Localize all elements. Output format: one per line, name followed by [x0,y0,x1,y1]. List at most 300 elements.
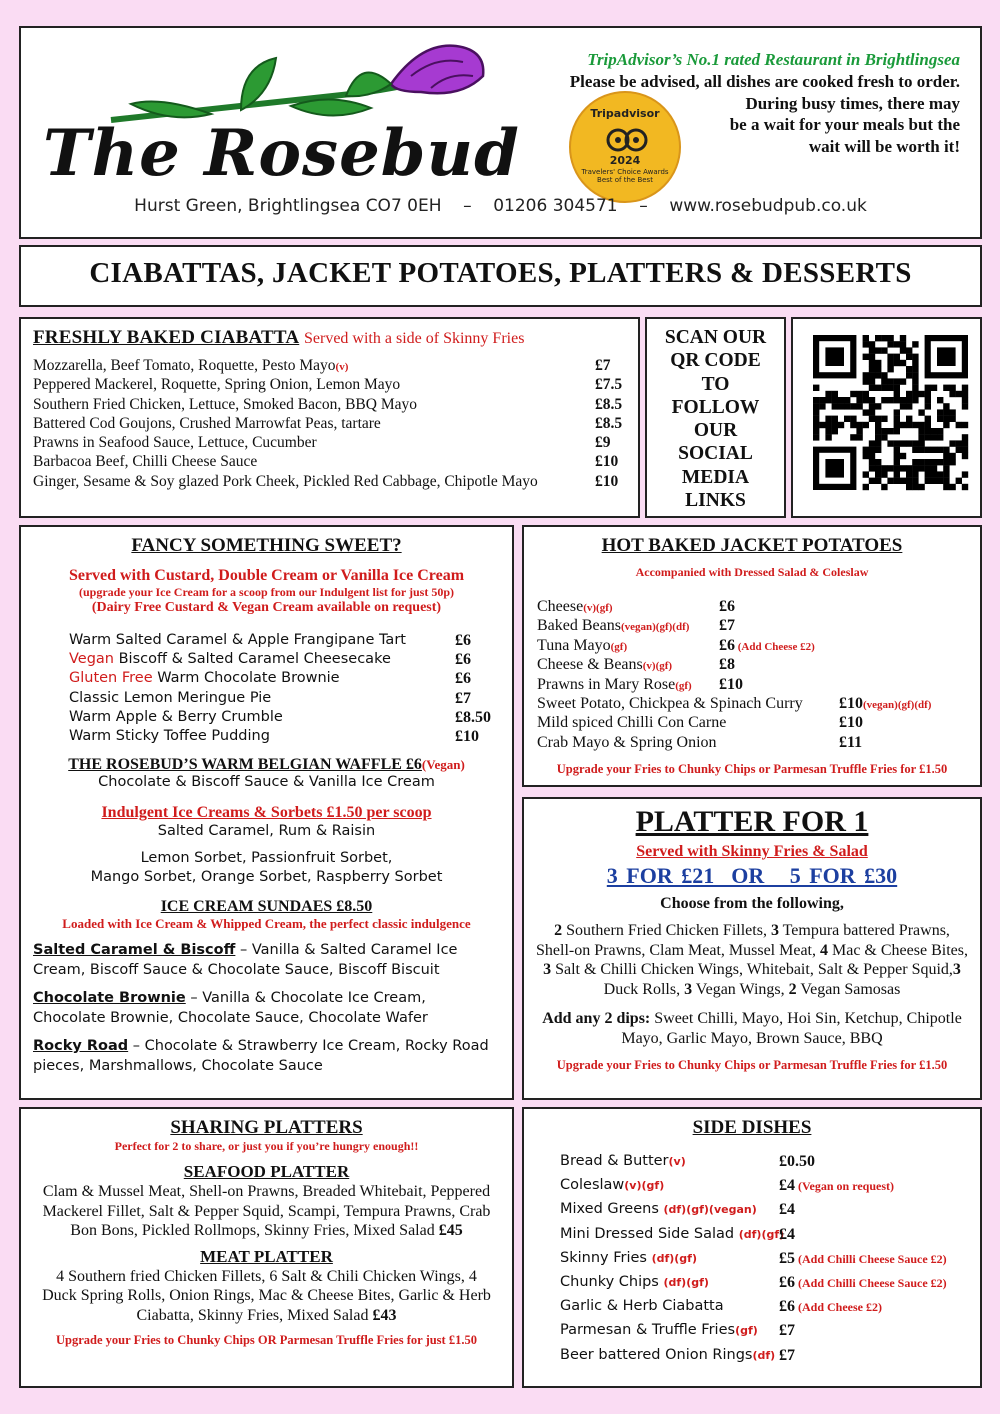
side-price-group [779,1347,795,1365]
qr-module [863,422,869,428]
platter-quantity: 2 [788,980,797,998]
scan-line: QR CODE [670,350,761,372]
qr-module [875,471,881,477]
qr-module [900,335,906,341]
side-dishes-panel [522,1107,982,1388]
item-price: £7.5 [595,376,623,394]
dessert-dietary-label: Vegan [69,651,114,668]
jacket-price: £8 [719,656,735,674]
jacket-price-group [719,656,735,674]
jacket-list [537,598,980,753]
qr-module [875,434,881,440]
rose-logo-icon [91,36,501,126]
qr-module [900,465,906,471]
qr-module [894,459,900,465]
qr-module [925,459,931,465]
side-item [560,1347,980,1371]
qr-module [863,378,869,384]
qr-module [956,447,962,453]
qr-module [887,440,893,446]
qr-module [900,422,906,428]
qr-module [887,478,893,484]
qr-module [962,403,968,409]
qr-module [838,397,844,403]
qr-module [962,440,968,446]
qr-code-icon[interactable] [793,319,980,516]
dessert-item [69,670,512,689]
qr-module [937,416,943,422]
qr-module [844,403,850,409]
qr-module [869,385,875,391]
desserts-dairy-free: (Dairy Free Custard & Vegan Cream available on request) [91,600,442,615]
platter-option-text: Duck Rolls, [603,980,685,998]
qr-module [906,484,912,490]
qr-module [943,416,949,422]
qr-module [825,416,831,422]
qr-module [949,440,955,446]
qr-module [863,409,869,415]
platter-option-text: Vegan Samosas [796,980,901,998]
qr-module [900,347,906,353]
qr-module [956,440,962,446]
qr-module [863,471,869,477]
qr-module [813,385,819,391]
qr-module [912,459,918,465]
qr-module [912,378,918,384]
side-name: Garlic & Herb Ciabatta [560,1298,724,1315]
side-item [560,1153,980,1177]
sundae-description: – Vanilla & Salted Caramel Ice Cream, Biscoff Sauce & Chocolate Sauce, Biscoff Biscuit [33,941,458,978]
qr-module [962,447,968,453]
qr-module [875,366,881,372]
side-name: Skinny Fries [560,1249,652,1266]
qr-module [925,465,931,471]
qr-module [887,428,893,434]
qr-module [918,484,924,490]
qr-module [906,478,912,484]
dessert-item [69,709,512,728]
qr-module [912,391,918,397]
qr-module [875,478,881,484]
platter-choose: Choose from the following, [660,895,844,912]
meat-items: 4 Southern fried Chicken Fillets, 6 Salt & Chili Chicken Wings, 4 Duck Spring Rolls, Onion Rings, Mac & Cheese Bites, Garlic & Herb Ciabatta, Skinny Fries, Mixed Salad [42,1267,491,1324]
qr-module [863,372,869,378]
qr-module [863,453,869,459]
menu-item [33,396,626,415]
qr-module [906,397,912,403]
qr-module [949,484,955,490]
qr-module [869,397,875,403]
qr-module [918,465,924,471]
dessert-name: Warm Sticky Toffee Pudding [69,727,270,744]
side-name: Mini Dressed Side Salad [560,1225,739,1242]
qr-module [844,397,850,403]
qr-module [863,397,869,403]
qr-module [856,428,862,434]
qr-module [925,478,931,484]
jacket-price-group [719,598,735,616]
platter-quantity: 2 [554,922,563,939]
qr-module [931,385,937,391]
badge-title: Tripadvisor [590,107,660,120]
qr-module [918,447,924,453]
qr-module [949,385,955,391]
jacket-item [537,598,980,617]
qr-module [894,409,900,415]
jacket-price: £10 [719,675,743,693]
dietary-tag: (v)(gf) [642,660,673,673]
item-name: Battered Cod Goujons, Crushed Marrowfat Peas, tartare [33,414,381,432]
jacket-name: Prawns in Mary Rose [537,675,676,693]
qr-module [949,391,955,397]
qr-module [900,453,906,459]
qr-module [875,440,881,446]
side-item [560,1298,980,1322]
sundae-list [21,940,512,1076]
qr-module [943,385,949,391]
scan-text [647,326,784,512]
waffle-heading [21,756,512,774]
qr-module [838,403,844,409]
item-price: £8.5 [595,414,623,432]
qr-module [875,360,881,366]
qr-module [863,341,869,347]
side-price: £7 [779,1346,795,1364]
qr-module [894,378,900,384]
item-name: Prawns in Seafood Sauce, Lettuce, Cucumber [33,434,317,452]
qr-module [894,440,900,446]
jacket-price: £11 [839,733,863,751]
qr-module [863,484,869,490]
qr-module [894,341,900,347]
ciabatta-heading: FRESHLY BAKED CIABATTA [33,327,300,348]
qr-module [825,422,831,428]
dessert-name: Warm Chocolate Brownie [152,670,340,687]
qr-module [949,416,955,422]
side-name: Beer battered Onion Rings [560,1346,753,1363]
qr-module [912,478,918,484]
qr-module [906,422,912,428]
side-name: Coleslaw [560,1177,625,1194]
qr-module [931,447,937,453]
qr-module [894,385,900,391]
platter-heading: PLATTER FOR 1 [635,805,869,838]
ciabatta-panel [19,317,640,518]
menu-item [33,434,626,453]
qr-module [813,416,819,422]
platter-upgrade: Upgrade your Fries to Chunky Chips or Parmesan Truffle Fries for £1.50 [556,1057,948,1072]
sharing-upgrade: Upgrade your Fries to Chunky Chips OR Parmesan Truffle Fries for just £1.50 [56,1333,477,1347]
qr-module [931,434,937,440]
qr-module [962,422,968,428]
qr-module [912,366,918,372]
qr-module [832,403,838,409]
qr-module [813,397,819,403]
qr-module [925,428,931,434]
sundae-heading: ICE CREAM SUNDAES £8.50 [160,897,373,915]
dessert-name: Classic Lemon Meringue Pie [69,689,272,706]
qr-module [881,434,887,440]
seafood-items: Clam & Mussel Meat, Shell-on Prawns, Breaded Whitebait, Peppered Mackerel Fillet, Salt & Pepper Squid, Scampi, Tempura Prawns, Crab Bon Bons, Pickled Rollmops, Skinny Fries, Mixed Salad [42,1183,491,1239]
page-title: CIABATTAS, JACKET POTATOES, PLATTERS & DESSERTS [89,257,912,289]
qr-module [856,434,862,440]
qr-module [943,422,949,428]
qr-module [943,471,949,477]
jacket-item [537,637,980,656]
dietary-tag: (gf) [610,640,628,653]
dessert-item [69,651,512,670]
qr-module [894,428,900,434]
platter-option-text: Southern Fried Chicken Fillets, [562,922,771,939]
ice-cream-heading: Indulgent Ice Creams & Sorbets £1.50 per scoop [101,804,432,822]
side-price-group [779,1226,795,1244]
qr-module [937,397,943,403]
item-price: £9 [595,434,611,452]
qr-module [863,447,869,453]
qr-module [869,453,875,459]
jacket-price-group [839,734,862,752]
qr-module [943,478,949,484]
qr-code-panel[interactable] [791,317,982,518]
item-name: Peppered Mackerel, Roquette, Spring Onion, Lemon Mayo [33,376,401,394]
qr-module [949,453,955,459]
qr-module [906,391,912,397]
qr-module [819,397,825,403]
dietary-tag: (gf) [735,1324,758,1338]
qr-module [881,347,887,353]
sundae-description: – Vanilla & Chocolate Ice Cream, Chocolate Brownie, Chocolate Sauce, Chocolate Wafer [33,989,428,1026]
qr-module [925,422,931,428]
jacket-name: Tuna Mayo [537,636,611,654]
qr-module [850,434,856,440]
title-panel [19,245,982,307]
dietary-tag: (df)(gf) [663,1275,709,1289]
jacket-price: £10 [839,714,863,732]
dessert-name: Warm Apple & Berry Crumble [69,708,283,725]
platter-option-text: Vegan Wings, [692,980,789,998]
side-price-group [779,1274,947,1292]
qr-module [856,391,862,397]
qr-module [819,403,825,409]
item-price: £10 [595,453,619,471]
qr-module [900,440,906,446]
jacket-price-group [719,637,815,655]
meat-price: £43 [372,1306,397,1324]
side-price: £4 [779,1225,795,1243]
sundae-name: Salted Caramel & Biscoff [33,941,236,958]
platter-options [534,921,970,999]
restaurant-logo-text: The Rosebud [43,116,520,191]
platter-quantity: 3 [952,961,961,979]
qr-module [900,403,906,409]
jacket-price: £7 [719,617,735,635]
qr-module [875,465,881,471]
qr-module [869,372,875,378]
side-name: Parmesan & Truffle Fries [560,1322,736,1339]
sharing-heading: SHARING PLATTERS [170,1117,363,1138]
qr-module [925,385,931,391]
qr-module [881,372,887,378]
qr-module [925,391,931,397]
qr-module [931,428,937,434]
jacket-name: Mild spiced Chilli Con Carne [537,714,727,732]
platter-quantity: 3 [770,922,779,939]
side-price: £6 [779,1298,795,1316]
scan-qr-panel [645,317,786,518]
sides-heading: SIDE DISHES [692,1117,812,1138]
side-name: Chunky Chips [560,1273,664,1290]
qr-module [956,391,962,397]
qr-module [900,397,906,403]
dietary-tag: (v)(gf) [583,602,613,614]
waffle-title: THE ROSEBUD’S WARM BELGIAN WAFFLE £6 [68,756,422,774]
qr-module [925,416,931,422]
dessert-item [69,728,512,747]
desserts-served: Served with Custard, Double Cream or Vanilla Ice Cream [68,567,465,584]
qr-module [931,471,937,477]
jacket-item [537,734,980,753]
qr-module [813,409,819,415]
qr-module [906,366,912,372]
sundae-description: – Chocolate & Strawberry Ice Cream, Rocky Road pieces, Marshmallows, Chocolate Sauce [33,1037,489,1074]
qr-module [900,360,906,366]
dips-label: Add any 2 dips: [542,1010,651,1028]
qr-module [912,440,918,446]
qr-module [881,378,887,384]
qr-module [943,447,949,453]
item-name: Mozzarella, Beef Tomato, Roquette, Pesto Mayo [33,357,336,374]
qr-module [943,409,949,415]
platter-served: Served with Skinny Fries & Salad [636,843,868,860]
dessert-price: £7 [455,689,471,707]
badge-caption: Travelers' Choice Awards Best of the Best [581,168,669,184]
notice-rest: During busy times, there may be a wait for your meals but the wait will be worth it! [729,93,960,156]
qr-module [949,409,955,415]
side-price-group [779,1298,882,1316]
qr-module [825,434,831,440]
qr-module [912,422,918,428]
waffle-description: Chocolate & Biscoff Sauce & Vanilla Ice Cream [98,774,435,791]
qr-module [887,385,893,391]
qr-module [900,378,906,384]
qr-module [869,409,875,415]
platter-quantity: 3 [543,961,552,979]
qr-module [875,385,881,391]
jacket-potatoes-panel [522,525,982,787]
qr-module [906,403,912,409]
qr-module [956,478,962,484]
qr-module [894,360,900,366]
qr-module [925,434,931,440]
qr-module [875,347,881,353]
qr-module [912,360,918,366]
qr-module [863,391,869,397]
qr-module [912,465,918,471]
qr-module [900,341,906,347]
qr-module [912,447,918,453]
qr-module [937,434,943,440]
side-price: £6 [779,1273,795,1291]
jacket-accompanied: Accompanied with Dressed Salad & Coleslaw [635,565,869,579]
side-item [560,1322,980,1346]
qr-module [869,447,875,453]
address-line: Hurst Green, Brightlingsea CO7 0EH – 01206 304571 – www.rosebudpub.co.uk [134,196,867,216]
side-note: (Add Chilli Cheese Sauce £2) [795,1251,947,1266]
qr-module [869,378,875,384]
qr-module [875,447,881,453]
qr-module [869,478,875,484]
scan-line: OUR [693,420,738,442]
qr-module [881,471,887,477]
qr-module [850,416,856,422]
qr-module [943,403,949,409]
platter-option-text: Tempura battered Prawns, Shell-on Prawns, Clam Meat, Mussel Meat, [536,922,950,959]
qr-module [912,341,918,347]
sundae-item [33,940,498,980]
dessert-item [69,690,512,709]
qr-module [937,409,943,415]
qr-module [925,447,931,453]
jacket-heading: HOT BAKED JACKET POTATOES [601,535,903,556]
side-price: £4 [779,1201,795,1219]
qr-module [962,385,968,391]
qr-module [918,428,924,434]
ice-cream-flavours: Salted Caramel, Rum & Raisin [157,823,376,840]
qr-module [875,372,881,378]
qr-module [881,385,887,391]
qr-module [844,416,850,422]
jacket-item [537,695,980,714]
qr-module [918,459,924,465]
side-name: Bread & Butter [560,1153,669,1169]
qr-module [949,459,955,465]
qr-module [875,428,881,434]
qr-module [906,347,912,353]
qr-module [887,465,893,471]
jacket-upgrade: Upgrade your Fries to Chunky Chips or Parmesan Truffle Fries for £1.50 [556,762,948,777]
qr-module [869,465,875,471]
platter-for-one-panel [522,797,982,1100]
qr-module [900,478,906,484]
qr-module [912,354,918,360]
dessert-item [69,632,512,651]
dips-list: Sweet Chilli, Mayo, Hoi Sin, Ketchup, Chipotle Mayo, Garlic Mayo, Brown Sauce, BBQ [621,1010,962,1047]
side-item [560,1250,980,1274]
scan-line: SCAN OUR [664,327,767,348]
qr-module [931,465,937,471]
jacket-price-group [719,617,735,635]
sharing-perfect: Perfect for 2 to share, or just you if you’re hungry enough!! [114,1139,419,1153]
ciabatta-subheading: Served with a side of Skinny Fries [304,330,525,347]
qr-module [887,335,893,341]
qr-module [918,409,924,415]
jacket-price-group [839,695,931,713]
dietary-tag: (df) [752,1348,776,1362]
qr-module [912,484,918,490]
item-name: Ginger, Sesame & Soy glazed Pork Cheek, Pickled Red Cabbage, Chipotle Mayo [33,472,538,490]
qr-module [850,403,856,409]
qr-module [881,416,887,422]
qr-module [918,440,924,446]
qr-module [918,434,924,440]
seafood-price: £45 [438,1222,463,1239]
qr-module [894,397,900,403]
seafood-heading: SEAFOOD PLATTER [183,1162,350,1181]
sundae-subheading: Loaded with Ice Cream & Whipped Cream, the perfect classic indulgence [62,915,471,931]
qr-module [887,366,893,372]
platter-option-text: Mac & Cheese Bites, [828,941,968,959]
qr-module [819,422,825,428]
